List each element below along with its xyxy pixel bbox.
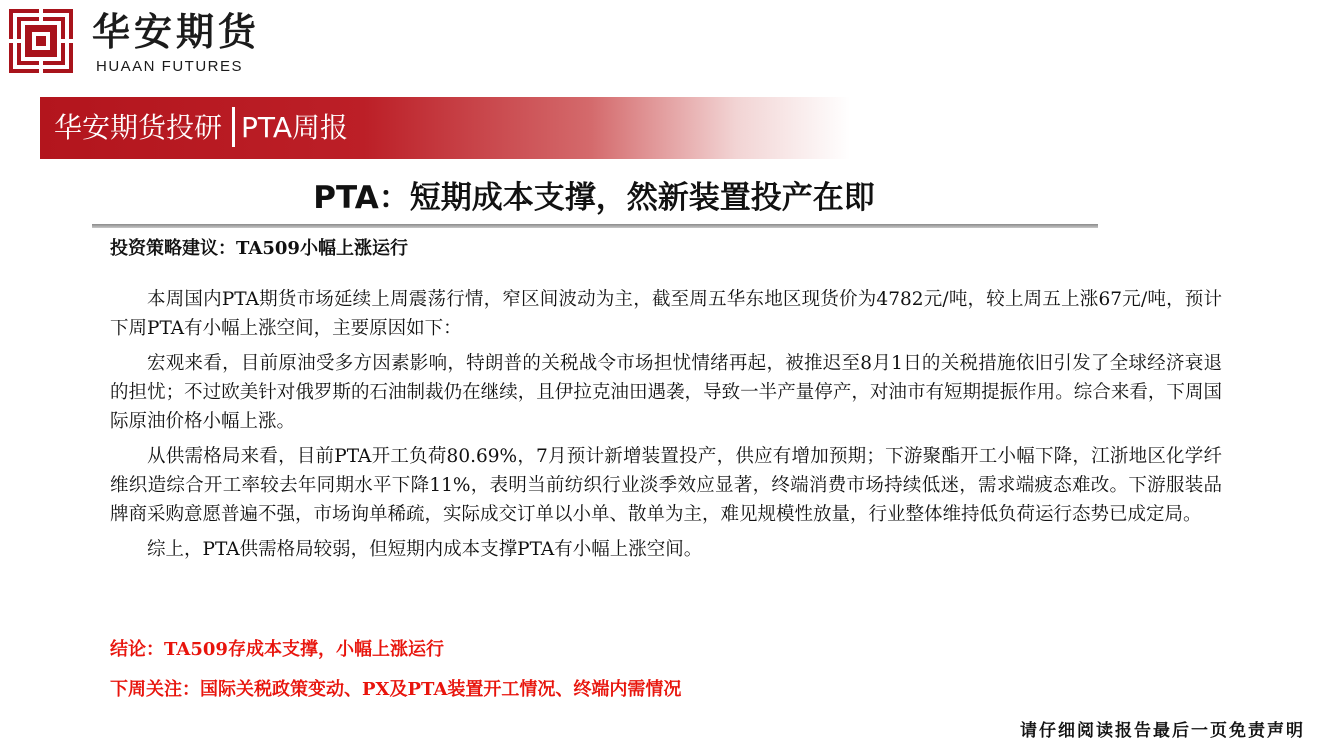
paragraph-macro: 宏观来看，目前原油受多方因素影响，特朗普的关税战令市场担忧情绪再起，被推迟至8月1日的关税措施依旧引发了全球经济衰退的担忧；不过欧美针对俄罗斯的石油制裁仍在继续，且伊拉克油田遇袭，导致一半产量停产，对油市有短期提振作用。综合来看，下周国际原油价格小幅上涨。 bbox=[110, 353, 1222, 432]
paragraph-supply-demand: 从供需格局来看，目前PTA开工负荷80.69%，7月预计新增装置投产，供应有增加预期；下游聚酯开工小幅下降，江浙地区化学纤维织造综合开工率较去年同期水平下降11%，表明当前纺织行业淡季效应显著，终端消费市场持续低迷，需求端疲态难改。下游服装品牌商采购意愿普遍不强，市场询单稀疏，实际成交订单以小单、散单为主，难见规模性放量，行业整体维持低负荷运行态势已成定局。 bbox=[110, 446, 1222, 525]
logo-name-en: HUAAN FUTURES bbox=[96, 58, 244, 75]
banner-text bbox=[54, 97, 348, 159]
report-title: PTA：短期成本支撑，然新装置投产在即 bbox=[313, 180, 875, 216]
disclaimer-note: 请仔细阅读报告最后一页免责声明 bbox=[1020, 721, 1305, 741]
conclusion-text: 结论：TA509存成本支撑，小幅上涨运行 bbox=[110, 639, 444, 660]
banner-report-type: PTA周报 bbox=[241, 111, 348, 144]
paragraph-conclusion-summary: 综上，PTA供需格局较弱，但短期内成本支撑PTA有小幅上涨空间。 bbox=[147, 539, 703, 560]
banner-divider bbox=[232, 107, 235, 147]
header-banner bbox=[40, 97, 850, 159]
title-divider bbox=[92, 224, 1098, 228]
strategy-heading: 投资策略建议：TA509小幅上涨运行 bbox=[110, 238, 408, 259]
next-week-focus: 下周关注：国际关税政策变动、PX及PTA装置开工情况、终端内需情况 bbox=[110, 679, 682, 700]
report-body bbox=[110, 285, 1222, 570]
banner-department: 华安期货投研 bbox=[54, 111, 223, 144]
logo-name-cn: 华安期货 bbox=[92, 9, 261, 54]
huaan-logo-icon bbox=[8, 8, 74, 74]
paragraph-summary: 本周国内PTA期货市场延续上周震荡行情，窄区间波动为主，截至周五华东地区现货价为4782元/吨，较上周五上涨67元/吨，预计下周PTA有小幅上涨空间，主要原因如下： bbox=[110, 289, 1222, 339]
company-logo bbox=[8, 6, 268, 78]
